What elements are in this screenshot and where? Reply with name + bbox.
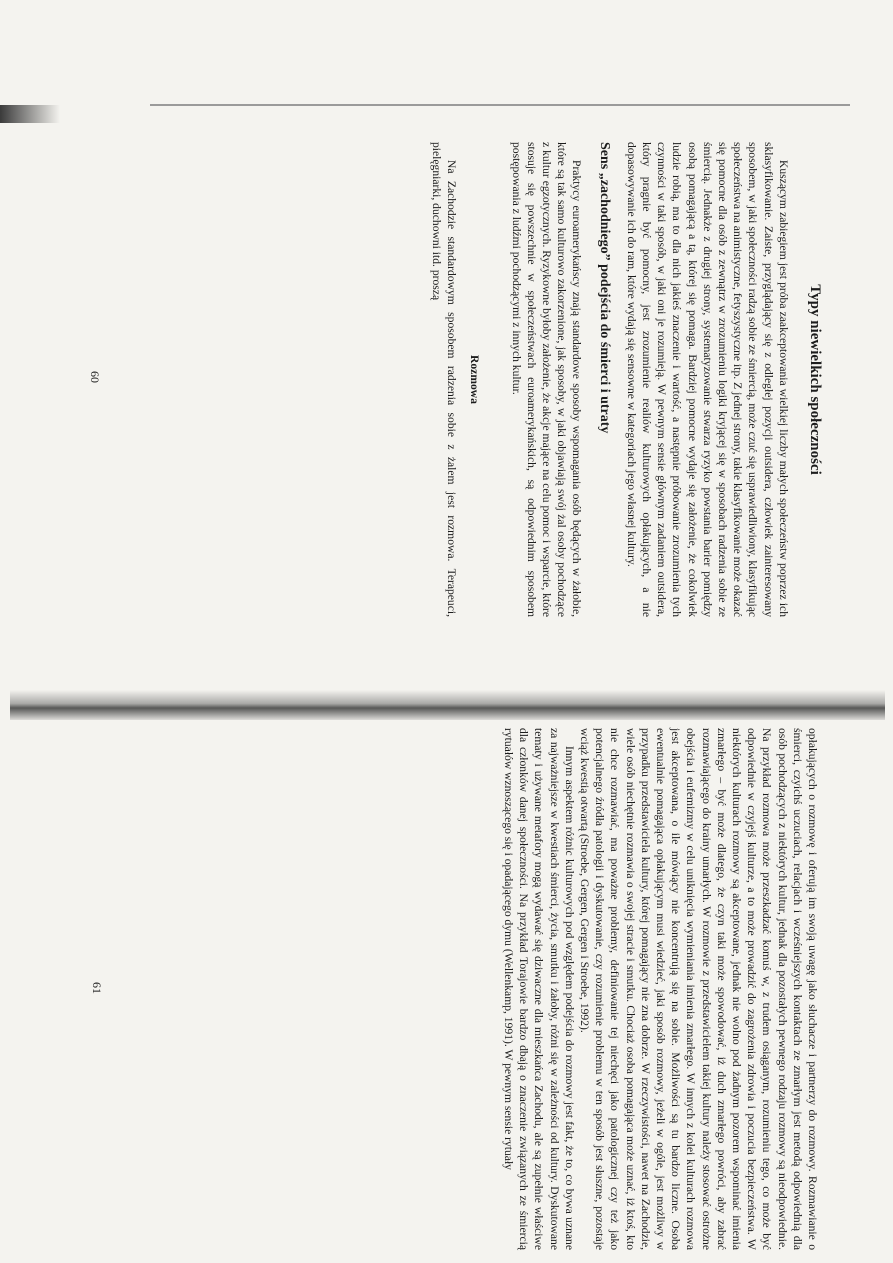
paragraph: Innym aspektem różnic kulturowych pod względem podejścia do rozmowy jest fakt, że to, co bywa uznane za najważniejsze w kwestiach śmierci, życia, smutku i żałoby, różni się w zależności od kultury. Dyskutowane tematy i używane metafory mogą wydawać się dziwaczne dla mieszkańca Zachodu, ale są zupełnie właściwe dla członków danej społeczności. Na przykład Torajowie bardzo dbają o znaczenie związanych ze śmiercią rytuałów wznoszącego się i opadającego dymu (Wellenkamp, 1991). W pewnym sensie rytuały <box>501 728 576 1250</box>
scan-artifact-page-fold <box>10 690 885 720</box>
section-heading: Typy niewielkich społeczności <box>807 284 823 475</box>
section-subheading: Sens „zachodniego” podejścia do śmierci i utraty <box>596 142 612 434</box>
paragraph: opłakujących o rozmowę i oferują im swoją uwagę jako słuchacze i partnerzy do rozmowy. Rozmawianie o śmierci, czyichś uczuciach, relacjach i wcześniejszych kontaktach ze zmarłym jest metodą odpowiednią dla osób pochodzących z niektórych kultur, jednak dla pozostałych pewnego rodzaju rozmowy są nieodpowiednie. Na przykład rozmowa może przeszkadzać komuś w, z trudem osiąganym, rozumieniu tego, co może być odpowiednie w czyjejś kulturze, a to może prowadzić do zagrożenia zdrowia i poczucia bezpieczeństwa. W niektórych kulturach rozmowy są akceptowane, jednak nie wolno pod żadnym pozorem wspominać imienia zmarłego – być może dlatego, że czyn taki może spowodować, iż duch zmarłego powróci, aby zabrać rozmawiającego do krainy umarłych. W rozmowie z przedstawicielem takiej kultury należy stosować ostrożne obejścia i eufemizmy w celu uniknięcia wymieniania imienia zmarłego. W innych z kolei kulturach rozmowa jest akceptowana, o ile mówiący nie koncentrują się na sobie. Możliwości są tu bardzo liczne. Osoba ewentualnie pomagająca opłakującym musi wiedzieć, jaki sposób rozmowy, jeżeli w ogóle, jest możliwy w przypadku przedstawiciela kultury, której pomagający nie zna dobrze. W rzeczywistości, nawet na Zachodzie, wiele osób niechętnie rozmawia o swojej stracie i smutku. Chociaż osoba pomagająca może uznać, iż ktoś, kto nie chce rozmawiać, ma poważne problemy, definiowanie tej niechęci jako patologicznej czy też jako potencjalnego źródła patologii i dyskutowanie, czy rozumienie problemu w ten sposób jest słuszne, pozostaje wciąż kwestią otwartą (Stroebe, Gergen, Gergen i Stroebe, 1992). <box>577 728 819 1250</box>
scan-artifact-edge <box>0 105 60 123</box>
scan-artifact-top-line <box>150 104 850 106</box>
page-61 <box>80 728 820 1250</box>
paragraph: Praktycy euroamerykańscy znają standardowe sposoby wspomagania osób będących w żałobie, które są tak samo kulturowo zakorzenione, jak sposoby, w jaki objawiają swój żal osoby pochodzące z kultur egzotycznych. Ryzykowne byłoby założenie, że akcje mające na celu pomoc i wsparcie, które stosuje się powszechnie w społeczeństwach euroamerykańskich, są odpowiednim sposobem postępowania z ludźmi pochodzącymi z innych kultur. <box>509 142 584 617</box>
paragraph: Na Zachodzie standardowym sposobem radzenia sobie z żalem jest rozmowa. Terapeuci, pielęgniarki, duchowni itd. proszą <box>429 142 459 617</box>
page-60 <box>82 142 822 617</box>
page-number: 61 <box>90 982 104 994</box>
subsection-heading: Rozmowa <box>468 355 482 404</box>
paragraph: Kuszącym zabiegiem jest próba zaakceptowania wielkiej liczby małych społeczeństw poprzez ich sklasyfikowanie. Zaiste, przyglądający się z odległej pozycji outsidera, człowiek zainteresowany sposobem, w jaki społeczności radzą sobie ze śmiercią, może czuć się usprawiedliwiony, klasyfikując społeczeństwa na animistyczne, fetyszystyczne itp. Z jednej strony, takie klasyfikowanie może okazać się pomocne dla osób z zewnątrz w zrozumieniu logiki kryjącej się w sposobach radzenia sobie ze śmiercią. Jednakże z drugiej strony, systematyzowanie stwarza ryzyko powstania barier pomiędzy osobą pomagającą a tą, której się pomaga. Bardziej pomocne wydaje się założenie, że cokolwiek ludzie robią, ma to dla nich jakieś znaczenie i wartość, a następnie próbowanie zrozumienia tych czynności w taki sposób, w jaki oni je rozumieją. W pewnym sensie głównym zadaniem outsidera, który pragnie być pomocny, jest zrozumienie realiów kulturowych opłakujących, a nie dopasowywanie ich do ram, które wydają się sensowne w kategoriach jego własnej kultury. <box>624 142 790 617</box>
page-number: 60 <box>88 371 102 383</box>
